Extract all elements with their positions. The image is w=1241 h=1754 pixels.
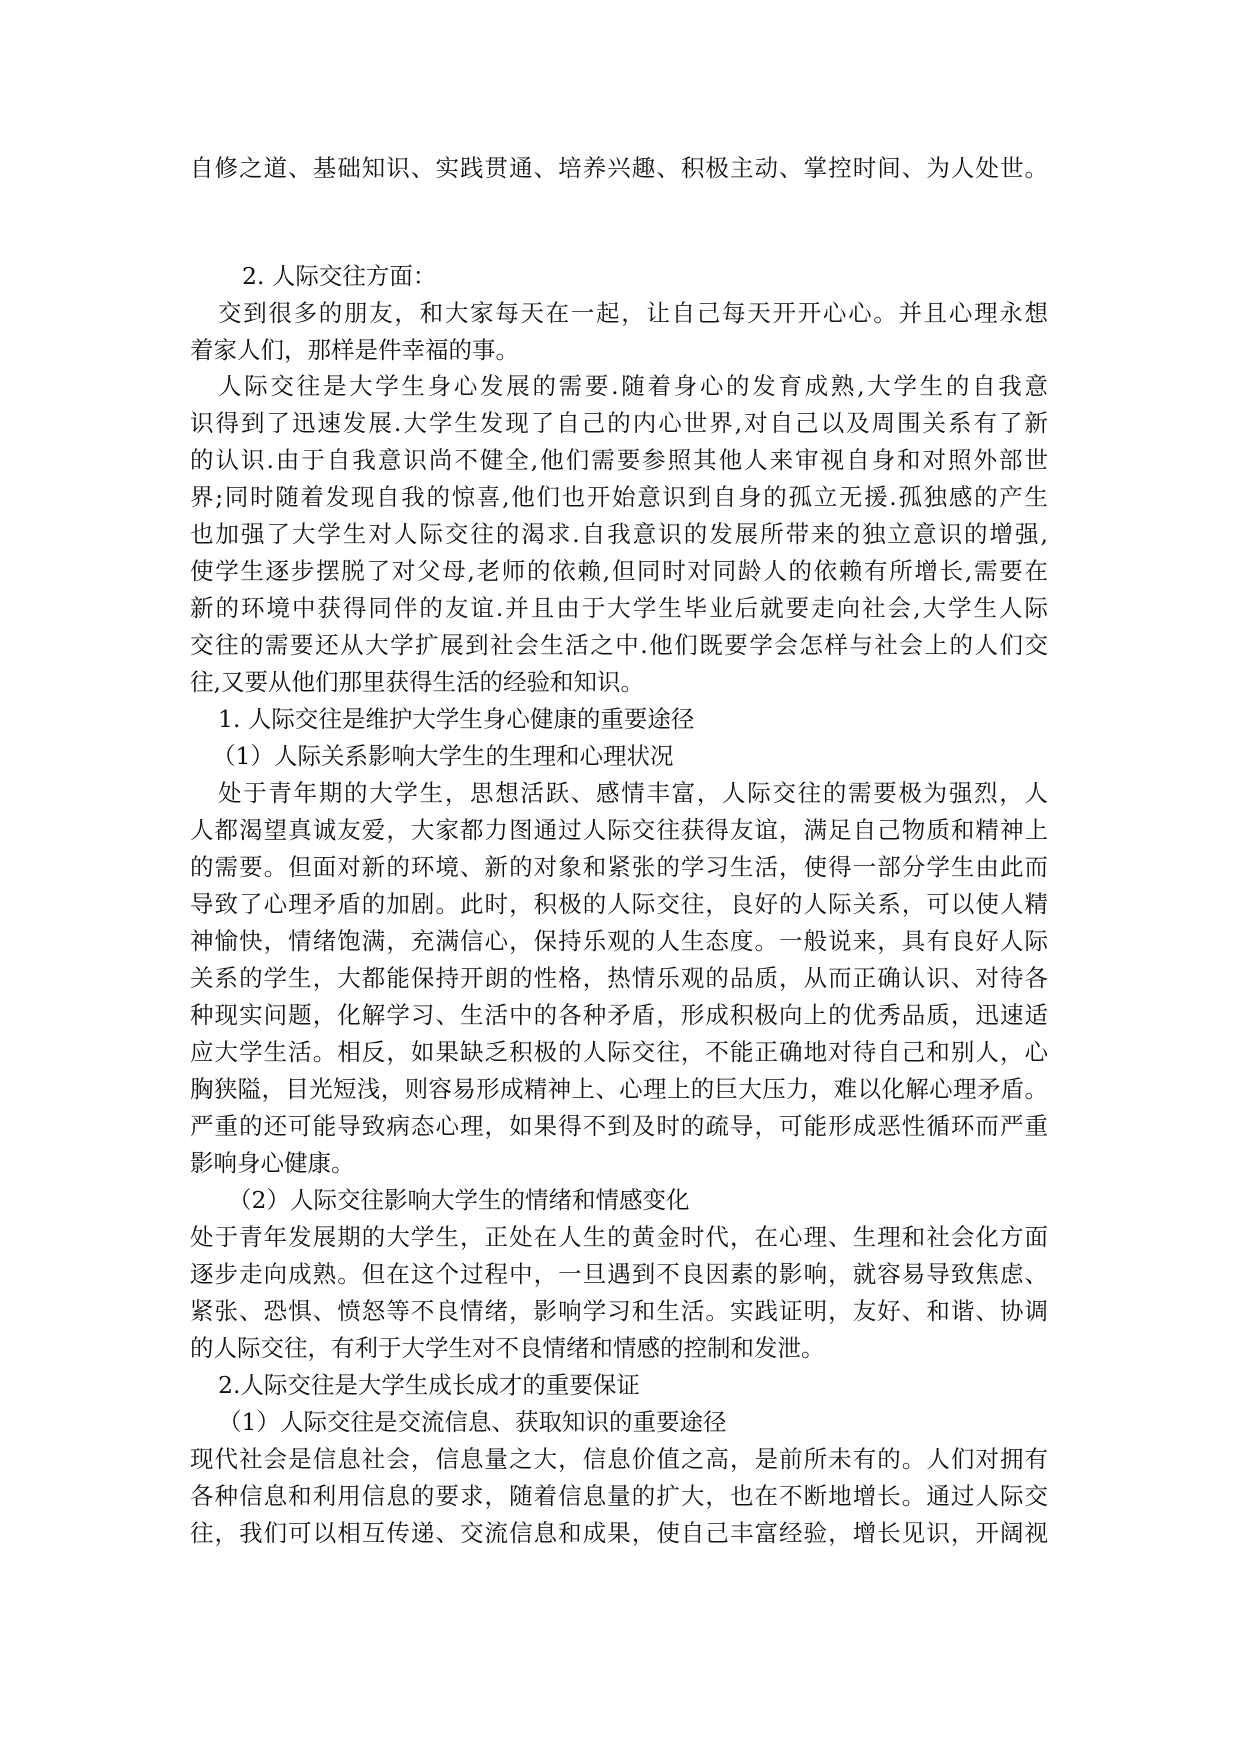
text-line: 关系的学生，大都能保持开朗的性格，热情乐观的品质，从而正确认识、对待各 (190, 964, 1048, 992)
text-line: 严重的还可能导致病态心理，如果得不到及时的疏导，可能形成恶性循环而严重 (190, 1112, 1048, 1140)
text-line: 人际交往是大学生身心发展的需要.随着身心的发育成熟,大学生的自我意 (218, 372, 1048, 400)
text-line: 各种信息和利用信息的要求，随着信息量的扩大，也在不断地增长。通过人际交 (190, 1482, 1048, 1510)
text-line: 紧张、恐惧、愤怒等不良情绪，影响学习和生活。实践证明，友好、和谐、协调 (190, 1297, 1048, 1325)
text-line: 处于青年期的大学生，思想活跃、感情丰富，人际交往的需要极为强烈，人 (218, 779, 1048, 807)
text-line: 交往的需要还从大学扩展到社会生活之中.他们既要学会怎样与社会上的人们交 (190, 631, 1048, 659)
subsection-heading: （1）人际交往是交流信息、获取知识的重要途径 (218, 1408, 727, 1436)
text-line: 处于青年发展期的大学生，正处在人生的黄金时代，在心理、生理和社会化方面 (190, 1223, 1048, 1251)
text-line: 着家人们，那样是件幸福的事。 (190, 336, 519, 364)
text-line: 的人际交往，有利于大学生对不良情绪和情感的控制和发泄。 (190, 1334, 825, 1362)
text-line: 应大学生活。相反，如果缺乏积极的人际交往，不能正确地对待自己和别人，心 (190, 1038, 1048, 1066)
text-line: 新的环境中获得同伴的友谊.并且由于大学生毕业后就要走向社会,大学生人际 (190, 594, 1048, 622)
text-line: 现代社会是信息社会，信息量之大，信息价值之高，是前所未有的。人们对拥有 (190, 1445, 1048, 1473)
section-heading: 1. 人际交往是维护大学生身心健康的重要途径 (218, 705, 695, 733)
text-line: 逐步走向成熟。但在这个过程中，一旦遇到不良因素的影响，就容易导致焦虑、 (190, 1260, 1048, 1288)
section-heading: 2.人际交往是大学生成长成才的重要保证 (218, 1371, 640, 1399)
text-line: 自修之道、基础知识、实践贯通、培养兴趣、积极主动、掌控时间、为人处世。 (190, 154, 1048, 182)
text-line: 人都渴望真诚友爱，大家都力图通过人际交往获得友谊，满足自己物质和精神上 (190, 816, 1048, 844)
text-line: 往，我们可以相互传递、交流信息和成果，使自己丰富经验，增长见识，开阔视 (190, 1519, 1048, 1547)
text-line: 往,又要从他们那里获得生活的经验和知识。 (190, 668, 644, 696)
text-line: 种现实问题，化解学习、生活中的各种矛盾，形成积极向上的优秀品质，迅速适 (190, 1001, 1048, 1029)
subsection-heading: （2）人际交往影响大学生的情绪和情感变化 (228, 1186, 690, 1214)
text-line: 也加强了大学生对人际交往的渴求.自我意识的发展所带来的独立意识的增强, (190, 520, 1048, 548)
text-line: 的认识.由于自我意识尚不健全,他们需要参照其他人来审视自身和对照外部世 (190, 446, 1048, 474)
text-line: 交到很多的朋友，和大家每天在一起，让自己每天开开心心。并且心理永想 (218, 299, 1048, 327)
text-line: 胸狭隘，目光短浅，则容易形成精神上、心理上的巨大压力，难以化解心理矛盾。 (190, 1075, 1048, 1103)
text-line: 的需要。但面对新的环境、新的对象和紧张的学习生活，使得一部分学生由此而 (190, 853, 1048, 881)
text-line: 使学生逐步摆脱了对父母,老师的依赖,但同时对同龄人的依赖有所增长,需要在 (190, 557, 1048, 585)
text-line: 界;同时随着发现自我的惊喜,他们也开始意识到自身的孤立无援.孤独感的产生 (190, 483, 1048, 511)
subsection-heading: （1）人际关系影响大学生的生理和心理状况 (212, 742, 674, 770)
text-line: 识得到了迅速发展.大学生发现了自己的内心世界,对自己以及周围关系有了新 (190, 409, 1048, 437)
text-line: 导致了心理矛盾的加剧。此时，积极的人际交往，良好的人际关系，可以使人精 (190, 890, 1048, 918)
text-line: 神愉快，情绪饱满，充满信心，保持乐观的人生态度。一般说来，具有良好人际 (190, 927, 1048, 955)
section-heading: 2. 人际交往方面： (242, 262, 437, 290)
text-line: 影响身心健康。 (190, 1149, 355, 1177)
